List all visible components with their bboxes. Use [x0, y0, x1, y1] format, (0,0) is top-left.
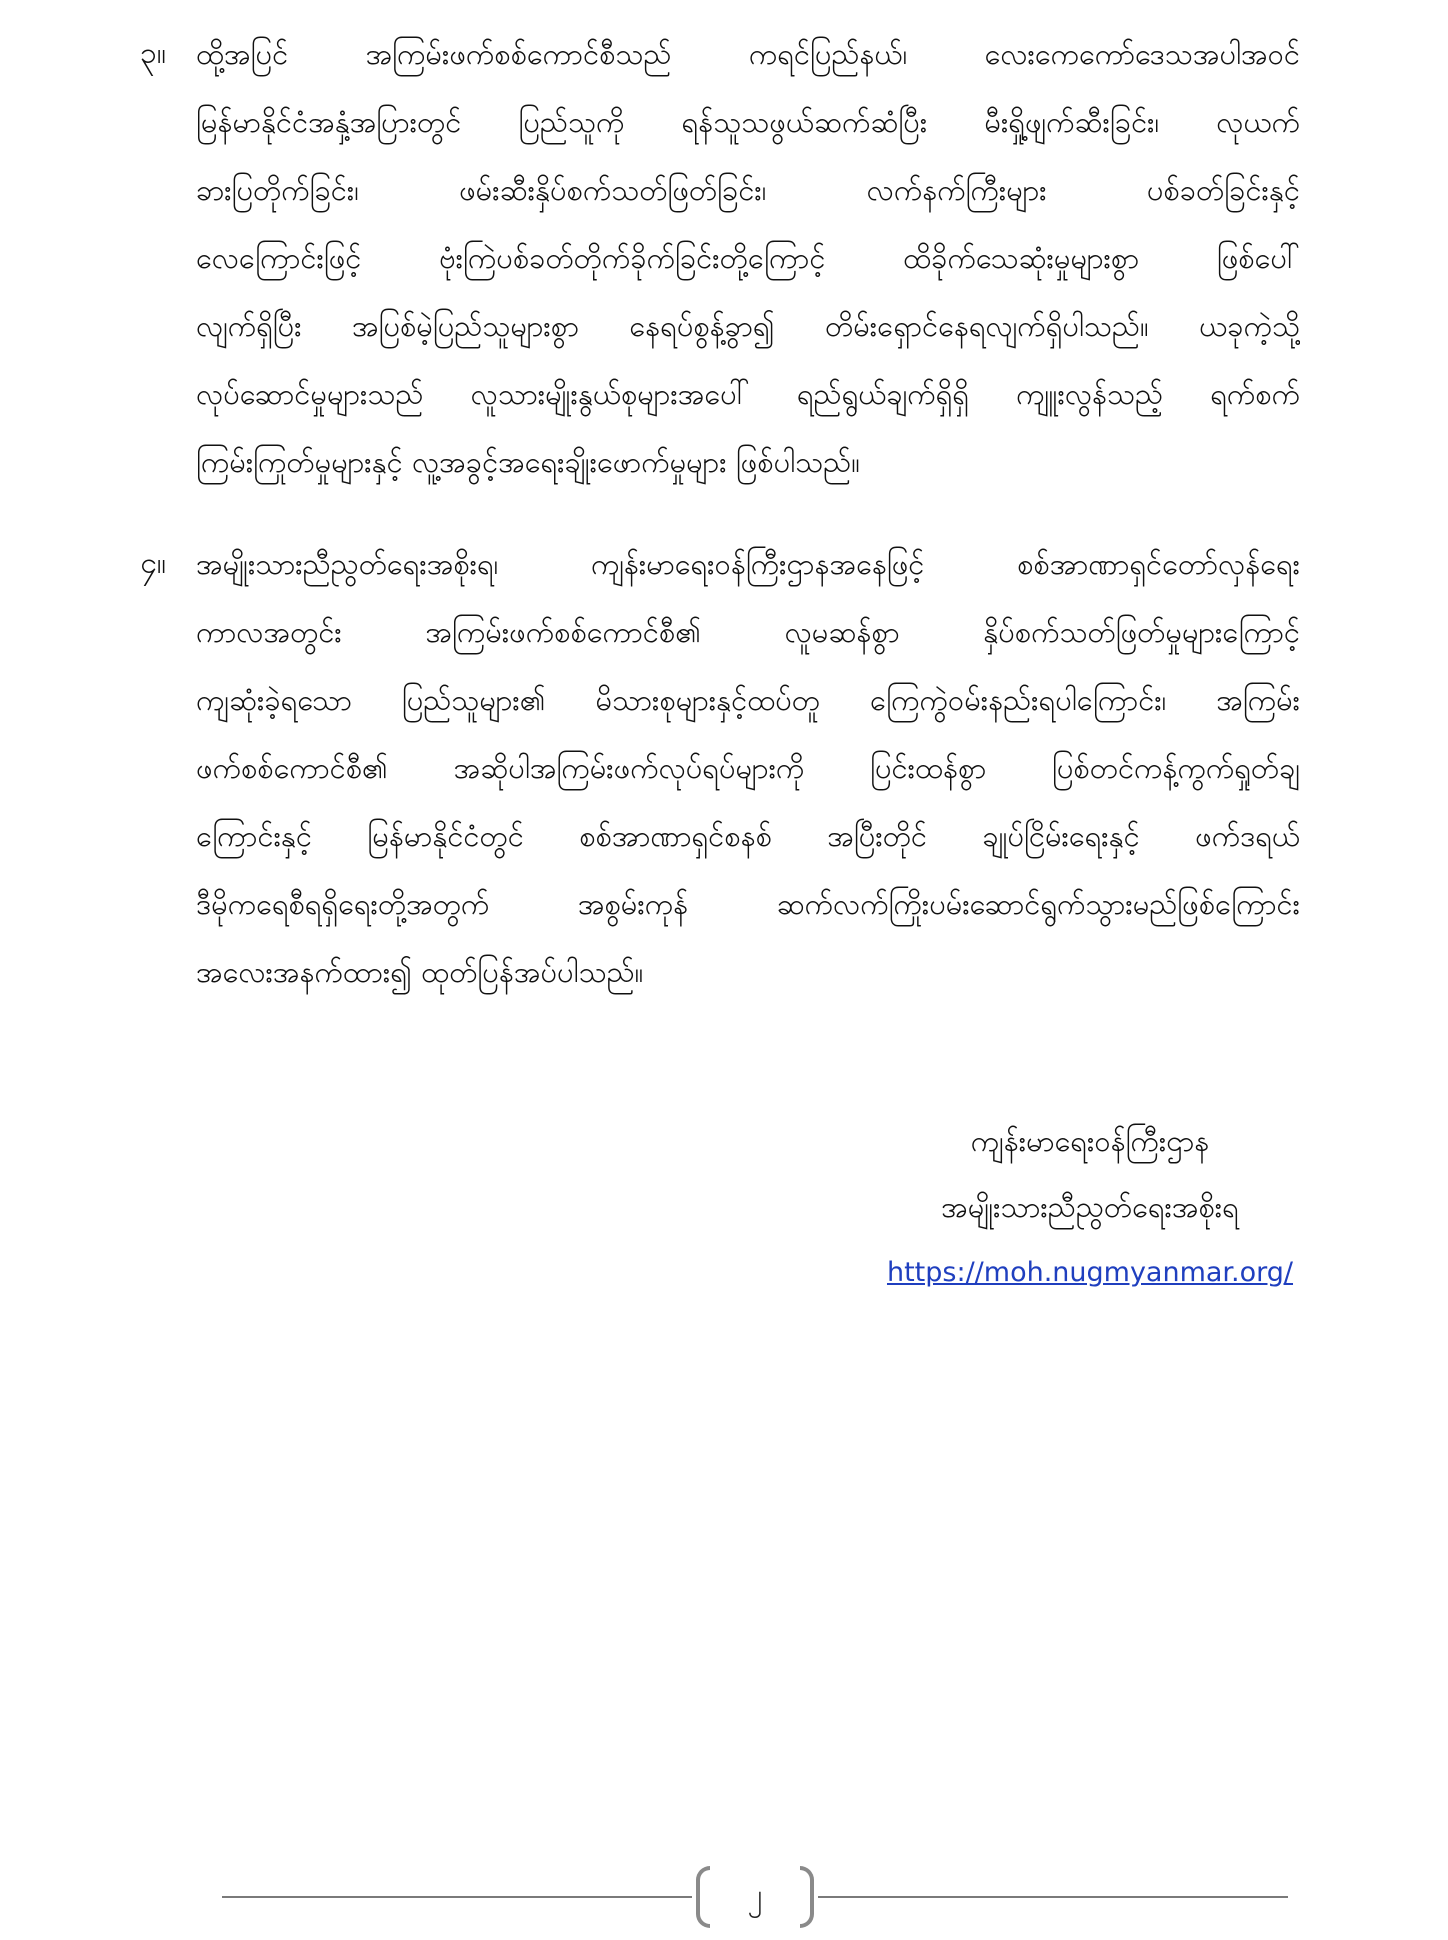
page-number: ၂ — [747, 1878, 763, 1913]
paragraph-line: လုပ်ဆောင်မှုများသည် လူသားမျိုးနွယ်စုများအပေါ် ရည်ရွယ်ချက်ရှိရှိ ကျူးလွန်သည့် ရက်စက် — [196, 377, 1300, 411]
paragraph-line: ကျဆုံးခဲ့ရသော ပြည်သူများ၏ မိသားစုများနှင့်ထပ်တူ ကြေကွဲဝမ်းနည်းရပါကြောင်း၊ အကြမ်း — [196, 683, 1300, 717]
footer-rule-left — [222, 1896, 692, 1898]
page-footer — [222, 1862, 1288, 1932]
paragraph-line: အမျိုးသားညီညွတ်ရေးအစိုးရ၊ ကျန်းမာရေးဝန်ကြီးဌာနအနေဖြင့် စစ်အာဏာရှင်တော်လှန်ရေး — [196, 547, 1300, 581]
paragraph-line: လျက်ရှိပြီး အပြစ်မဲ့ပြည်သူများစွာ နေရပ်စွန့်ခွာ၍ တိမ်းရှောင်နေရလျက်ရှိပါသည်။ ယခုကဲ့သို့ — [196, 309, 1300, 343]
website-link[interactable]: https://moh.nugmyanmar.org/ — [886, 1257, 1294, 1288]
paragraph-line: ကြောင်းနှင့် မြန်မာနိုင်ငံတွင် စစ်အာဏာရှင်စနစ် အပြီးတိုင် ချုပ်ငြိမ်းရေးနှင့် ဖက်ဒရယ် — [196, 819, 1300, 853]
paragraph-line: ဒီမိုကရေစီရရှိရေးတို့အတွက် အစွမ်းကုန် ဆက်လက်ကြိုးပမ်းဆောင်ရွက်သွားမည်ဖြစ်ကြောင်း — [196, 887, 1300, 921]
paragraph-line: ဖက်စစ်ကောင်စီ၏ အဆိုပါအကြမ်းဖက်လုပ်ရပ်များကို ပြင်းထန်စွာ ပြစ်တင်ကန့်ကွက်ရှုတ်ချ — [196, 751, 1300, 785]
paragraph-line: လေကြောင်းဖြင့် ဗုံးကြဲပစ်ခတ်တိုက်ခိုက်ခြင်းတို့ကြောင့် ထိခိုက်သေဆုံးမှုများစွာ ဖြစ်ပေါ် — [196, 241, 1300, 275]
paragraph-number: ၃။ — [140, 36, 166, 71]
right-bracket-icon — [800, 1866, 814, 1928]
paragraph-line: ကာလအတွင်း အကြမ်းဖက်စစ်ကောင်စီ၏ လူမဆန်စွာ နှိပ်စက်သတ်ဖြတ်မှုများကြောင့် — [196, 615, 1300, 649]
paragraph-line: မြန်မာနိုင်ငံအနှံ့အပြားတွင် ပြည်သူကို ရန်သူသဖွယ်ဆက်ဆံပြီး မီးရှို့ဖျက်ဆီးခြင်း၊ လုယက် — [196, 105, 1300, 139]
footer-rule-right — [818, 1896, 1288, 1898]
paragraph-line: ထို့အပြင် အကြမ်းဖက်စစ်ကောင်စီသည် ကရင်ပြည်နယ်၊ လေးကေကော်ဒေသအပါအဝင် — [196, 37, 1300, 71]
government-name: အမျိုးသားညီညွတ်ရေးအစိုးရ — [941, 1190, 1239, 1224]
paragraph-line: ခားပြတိုက်ခြင်း၊ ဖမ်းဆီးနှိပ်စက်သတ်ဖြတ်ခြင်း၊ လက်နက်ကြီးများ ပစ်ခတ်ခြင်းနှင့် — [196, 173, 1300, 207]
signature-block — [860, 1108, 1320, 1306]
paragraph-line: ကြမ်းကြုတ်မှုများနှင့် လူ့အခွင့်အရေးချိုးဖောက်မှုများ ဖြစ်ပါသည်။ — [196, 445, 860, 479]
paragraph-number: ၄။ — [140, 546, 166, 581]
paragraph-line: အလေးအနက်ထား၍ ထုတ်ပြန်အပ်ပါသည်။ — [196, 955, 644, 989]
ministry-name: ကျန်းမာရေးဝန်ကြီးဌာန — [970, 1124, 1210, 1158]
left-bracket-icon — [696, 1866, 710, 1928]
